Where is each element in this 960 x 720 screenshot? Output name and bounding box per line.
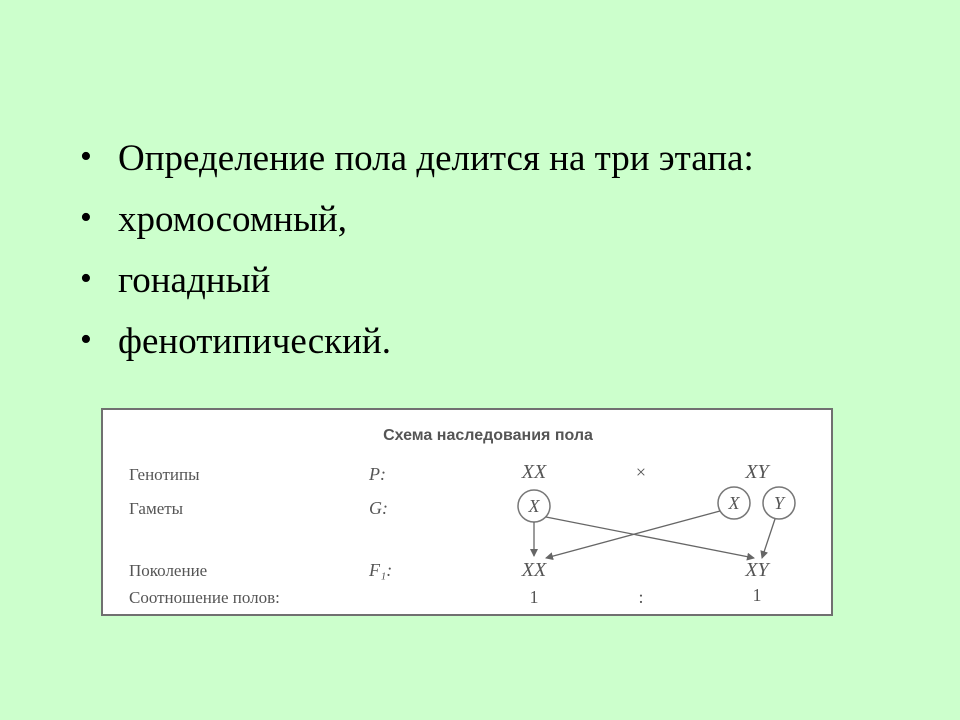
bullet-item — [78, 311, 754, 372]
scheme-drawing — [103, 410, 831, 614]
female-gamete: X — [528, 496, 540, 516]
bullet-item — [78, 250, 754, 311]
offspring-male-genotype: XY — [745, 559, 769, 581]
bullet-list — [78, 128, 754, 372]
ratio-separator: : — [638, 587, 644, 607]
bullet-marker: • — [80, 199, 92, 236]
ratio-label: Соотношение полов: — [129, 588, 280, 607]
ratio-male: 1 — [752, 585, 762, 605]
cross-symbol: × — [635, 462, 647, 482]
male-parent-genotype: XY — [745, 461, 769, 483]
inheritance-scheme — [101, 408, 833, 616]
arrow-female-to-son — [546, 517, 754, 558]
bullet-item — [78, 128, 754, 189]
bullet-text: фенотипический. — [118, 321, 391, 362]
genotypes-label: Генотипы — [129, 465, 200, 484]
generation-symbol: F₁: — [369, 560, 393, 580]
gametes-symbol: G: — [369, 498, 388, 518]
bullet-text: хромосомный, — [118, 199, 347, 240]
female-parent-genotype: XX — [521, 461, 547, 483]
bullet-text: Определение пола делится на три этапа: — [118, 138, 754, 179]
gametes-label: Гаметы — [129, 499, 184, 518]
scheme-title: Схема наследования пола — [383, 427, 593, 444]
arrow-male-y-to-son — [762, 519, 775, 558]
bullet-marker: • — [80, 321, 92, 358]
arrow-male-x-to-daughter — [546, 511, 720, 558]
ratio-female: 1 — [529, 587, 539, 607]
male-y-gamete: Y — [773, 493, 785, 513]
bullet-text: гонадный — [118, 260, 271, 301]
bullet-marker: • — [80, 260, 92, 297]
parents-symbol: P: — [369, 464, 386, 484]
generation-label: Поколение — [129, 561, 208, 580]
bullet-item — [78, 189, 754, 250]
male-x-gamete: X — [728, 493, 740, 513]
bullet-marker: • — [80, 138, 92, 175]
offspring-female-genotype: XX — [521, 559, 547, 581]
